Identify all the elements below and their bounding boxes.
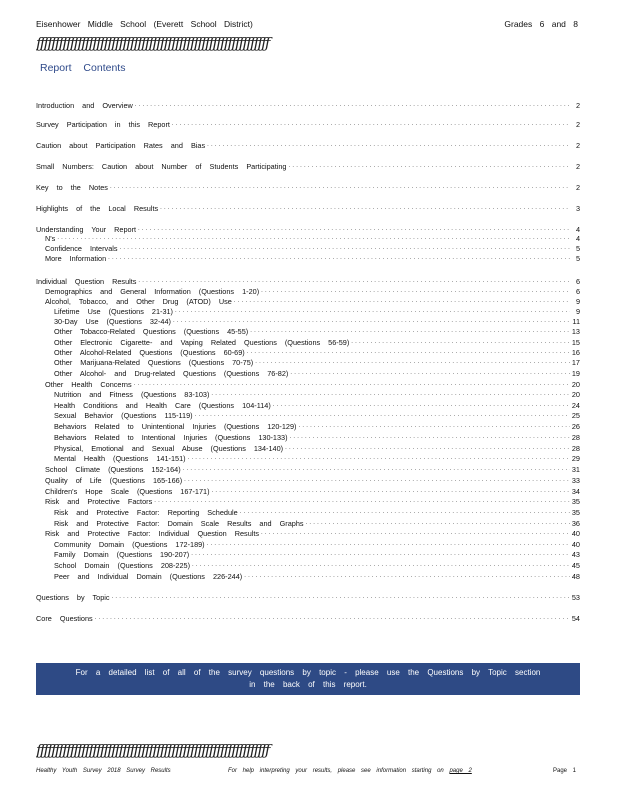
toc-entry-page: 28: [571, 433, 580, 442]
toc-entry[interactable]: [36, 389, 580, 399]
toc-leader-dots: [250, 327, 570, 336]
footer-page-link[interactable]: page 2: [449, 768, 472, 774]
toc-entry[interactable]: [36, 119, 580, 129]
toc-entry[interactable]: [36, 421, 580, 431]
toc-leader-dots: [95, 614, 570, 623]
toc-entry[interactable]: [36, 571, 580, 581]
toc-leader-dots: [211, 390, 569, 399]
toc-entry[interactable]: [36, 464, 580, 474]
toc-leader-dots: [120, 244, 570, 253]
toc-entry[interactable]: [36, 296, 580, 306]
banner-line-1: For a detailed list of all of the survey questions by topic - please use the Questions by Topic section: [75, 668, 541, 677]
school-name: Eisenhower Middle School (Everett School District): [36, 19, 253, 29]
toc-leader-dots: [110, 183, 570, 192]
toc-entry[interactable]: [36, 475, 580, 485]
toc-entry-label: Understanding Your Report: [36, 225, 137, 234]
banner-line-2: in the back of this report.: [249, 680, 367, 689]
toc-entry-label: Demographics and General Information (Questions 1-20): [45, 287, 260, 296]
toc-entry[interactable]: [36, 337, 580, 347]
toc-entry-page: 31: [571, 465, 580, 474]
toc-entry-label: Peer and Individual Domain (Questions 226-244): [54, 572, 243, 581]
toc-entry[interactable]: [36, 592, 580, 602]
toc-entry-label: Risk and Protective Factor: Domain Scale Results and Graphs: [54, 519, 304, 528]
toc-entry-page: 20: [571, 390, 580, 399]
toc-entry-page: 24: [571, 401, 580, 410]
toc-entry-page: 5: [575, 254, 580, 263]
toc-entry-label: More Information: [45, 254, 107, 263]
decorative-rule-top: ƒƒƒƒƒƒƒƒƒƒƒƒƒƒƒƒƒƒƒƒƒƒƒƒƒƒƒƒƒƒƒƒƒƒƒƒƒƒƒƒƒƒƒƒƒƒƒƒƒƒƒƒƒƒƒƒƒƒƒƒƒƒ: [36, 34, 269, 52]
toc-leader-dots: [184, 476, 570, 485]
toc-entry-page: 25: [571, 411, 580, 420]
toc-entry-page: 9: [575, 307, 580, 316]
page-number: Page 1: [553, 768, 577, 774]
toc-leader-dots: [247, 348, 570, 357]
toc-entry-label: School Domain (Questions 208-225): [54, 561, 191, 570]
toc-leader-dots: [285, 444, 570, 453]
toc-entry[interactable]: [36, 357, 580, 367]
footer-survey-title: Healthy Youth Survey 2018 Survey Results: [36, 768, 171, 774]
toc-entry[interactable]: [36, 286, 580, 296]
toc-entry-label: Other Electronic Cigarette- and Vaping Related Questions (Questions 56-59): [54, 338, 350, 347]
toc-entry-page: 5: [575, 244, 580, 253]
toc-entry-page: 17: [571, 358, 580, 367]
toc-entry[interactable]: [36, 306, 580, 316]
toc-entry-label: Family Domain (Questions 190-207): [54, 550, 190, 559]
toc-leader-dots: [244, 572, 570, 581]
toc-entry-label: School Climate (Questions 152-164): [45, 465, 181, 474]
toc-entry-page: 11: [572, 317, 580, 326]
toc-entry[interactable]: [36, 528, 580, 538]
toc-leader-dots: [261, 529, 570, 538]
toc-entry[interactable]: [36, 453, 580, 463]
toc-leader-dots: [255, 358, 570, 367]
toc-leader-dots: [138, 277, 570, 286]
toc-entry-label: Other Alcohol- and Drug-related Questions (Questions 76-82): [54, 369, 289, 378]
grades-label: Grades 6 and 8: [504, 19, 578, 29]
toc-entry-label: Mental Health (Questions 141-151): [54, 454, 186, 463]
toc-entry-page: 2: [575, 183, 580, 192]
toc-leader-dots: [207, 540, 570, 549]
toc-entry-label: Individual Question Results: [36, 277, 137, 286]
toc-entry-label: Sexual Behavior (Questions 115-119): [54, 411, 193, 420]
toc-entry-label: 30-Day Use (Questions 32-44): [54, 317, 171, 326]
toc-entry[interactable]: [36, 347, 580, 357]
toc-entry-label: Risk and Protective Factors: [45, 497, 153, 506]
toc-entry-label: Highlights of the Local Results: [36, 204, 159, 213]
toc-entry-page: 43: [571, 550, 580, 559]
footer-help-text: [228, 768, 472, 774]
toc-entry[interactable]: [36, 140, 580, 150]
toc-entry[interactable]: [36, 276, 580, 286]
toc-leader-dots: [135, 101, 570, 110]
toc-entry-page: 40: [571, 529, 580, 538]
toc-entry[interactable]: [36, 443, 580, 453]
toc-entry-label: Physical, Emotional and Sexual Abuse (Questions 134-140): [54, 444, 284, 453]
toc-entry[interactable]: [36, 233, 580, 243]
toc-leader-dots: [172, 120, 570, 129]
toc-leader-dots: [234, 297, 570, 306]
toc-entry-label: Other Marijuana-Related Questions (Questions 70-75): [54, 358, 254, 367]
toc-leader-dots: [351, 338, 570, 347]
toc-leader-dots: [306, 519, 570, 528]
toc-entry-page: 34: [571, 487, 580, 496]
toc-entry-page: 4: [575, 225, 580, 234]
toc-leader-dots: [207, 141, 570, 150]
toc-leader-dots: [290, 433, 570, 442]
toc-entry-label: Confidence Intervals: [45, 244, 118, 253]
toc-leader-dots: [288, 162, 570, 171]
toc-entry-label: Core Questions: [36, 614, 93, 623]
toc-entry-label: Other Alcohol-Related Questions (Questions 60-69): [54, 348, 245, 357]
toc-entry-page: 29: [571, 454, 580, 463]
toc-entry-page: 40: [571, 540, 580, 549]
toc-entry[interactable]: [36, 432, 580, 442]
toc-leader-dots: [173, 317, 570, 326]
toc-entry-page: 2: [575, 120, 580, 129]
toc-entry-label: Children's Hope Scale (Questions 167-171): [45, 487, 210, 496]
topic-info-banner: [36, 663, 580, 695]
toc-entry[interactable]: [36, 368, 580, 378]
toc-leader-dots: [108, 254, 570, 263]
toc-entry-page: 35: [571, 497, 580, 506]
toc-entry-page: 19: [571, 369, 580, 378]
toc-leader-dots: [160, 204, 570, 213]
toc-entry-page: 13: [571, 327, 580, 336]
toc-entry-label: Health Conditions and Health Care (Questions 104-114): [54, 401, 271, 410]
toc-entry-page: 6: [575, 287, 580, 296]
toc-leader-dots: [57, 234, 570, 243]
toc-leader-dots: [175, 307, 570, 316]
toc-leader-dots: [240, 508, 570, 517]
toc-entry-page: 28: [571, 444, 580, 453]
toc-leader-dots: [191, 550, 570, 559]
toc-leader-dots: [290, 369, 570, 378]
toc-entry[interactable]: [36, 549, 580, 559]
toc-leader-dots: [112, 593, 570, 602]
toc-entry-label: Introduction and Overview: [36, 101, 133, 110]
toc-leader-dots: [192, 561, 570, 570]
toc-entry-page: 33: [571, 476, 580, 485]
toc-entry-label: Caution about Participation Rates and Bias: [36, 141, 206, 150]
toc-entry-page: 54: [571, 614, 580, 623]
toc-entry-label: Risk and Protective Factor: Reporting Schedule: [54, 508, 238, 517]
toc-leader-dots: [134, 380, 570, 389]
toc-entry[interactable]: [36, 243, 580, 253]
toc-entry[interactable]: [36, 379, 580, 389]
toc-entry-page: 45: [571, 561, 580, 570]
toc-leader-dots: [298, 422, 569, 431]
toc-entry-page: 48: [571, 572, 580, 581]
toc-leader-dots: [273, 401, 570, 410]
toc-leader-dots: [261, 287, 570, 296]
toc-entry-label: Community Domain (Questions 172-189): [54, 540, 205, 549]
toc-entry-label: Questions by Topic: [36, 593, 110, 602]
toc-entry-page: 26: [571, 422, 580, 431]
toc-entry[interactable]: [36, 182, 580, 192]
toc-entry[interactable]: [36, 316, 580, 326]
toc-entry[interactable]: [36, 613, 580, 623]
toc-entry-page: 16: [571, 348, 580, 357]
decorative-rule-bottom: ƒƒƒƒƒƒƒƒƒƒƒƒƒƒƒƒƒƒƒƒƒƒƒƒƒƒƒƒƒƒƒƒƒƒƒƒƒƒƒƒƒƒƒƒƒƒƒƒƒƒƒƒƒƒƒƒƒƒƒƒƒƒ: [36, 741, 269, 759]
toc-entry[interactable]: [36, 507, 580, 517]
toc-entry-label: Survey Participation in this Report: [36, 120, 170, 129]
toc-entry[interactable]: [36, 486, 580, 496]
toc-entry-label: Other Health Concerns: [45, 380, 132, 389]
toc-entry-label: Alcohol, Tobacco, and Other Drug (ATOD) Use: [45, 297, 232, 306]
toc-entry-page: 15: [571, 338, 580, 347]
report-contents-title: Report Contents: [40, 62, 126, 74]
toc-entry-page: 3: [575, 204, 580, 213]
toc-entry-label: N's: [45, 234, 56, 243]
toc-entry[interactable]: [36, 326, 580, 336]
toc-entry-page: 36: [571, 519, 580, 528]
toc-entry[interactable]: [36, 203, 580, 213]
toc-entry-page: 2: [575, 101, 580, 110]
toc-entry-label: Behaviors Related to Intentional Injuries (Questions 130-133): [54, 433, 288, 442]
toc-entry-label: Other Tobacco-Related Questions (Questions 45-55): [54, 327, 249, 336]
toc-entry-label: Small Numbers: Caution about Number of Students Participating: [36, 162, 287, 171]
toc-entry[interactable]: [36, 496, 580, 506]
toc-entry-label: Behaviors Related to Unintentional Injuries (Questions 120-129): [54, 422, 297, 431]
toc-entry-page: 20: [571, 380, 580, 389]
toc-entry[interactable]: [36, 518, 580, 528]
toc-leader-dots: [154, 497, 570, 506]
footer-help-prefix: For help interpreting your results, please see information starting on: [228, 768, 444, 774]
toc-entry[interactable]: [36, 400, 580, 410]
toc-entry-label: Key to the Notes: [36, 183, 108, 192]
toc-entry[interactable]: [36, 410, 580, 420]
toc-entry-page: 4: [575, 234, 580, 243]
toc-entry-page: 2: [575, 162, 580, 171]
toc-leader-dots: [188, 454, 570, 463]
toc-entry[interactable]: [36, 560, 580, 570]
toc-entry[interactable]: [36, 253, 580, 263]
toc-entry[interactable]: [36, 100, 580, 110]
toc-entry-label: Risk and Protective Factor: Individual Question Results: [45, 529, 260, 538]
toc-leader-dots: [183, 465, 570, 474]
toc-entry[interactable]: [36, 161, 580, 171]
toc-entry-label: Quality of Life (Questions 165-166): [45, 476, 183, 485]
toc-entry-page: 53: [571, 593, 580, 602]
toc-entry-page: 9: [575, 297, 580, 306]
toc-leader-dots: [212, 487, 570, 496]
toc-entry-page: 6: [575, 277, 580, 286]
toc-leader-dots: [195, 411, 570, 420]
toc-entry-page: 35: [571, 508, 580, 517]
toc-entry-label: Nutrition and Fitness (Questions 83-103): [54, 390, 210, 399]
toc-entry-label: Lifetime Use (Questions 21-31): [54, 307, 173, 316]
toc-entry-page: 2: [575, 141, 580, 150]
toc-entry[interactable]: [36, 539, 580, 549]
